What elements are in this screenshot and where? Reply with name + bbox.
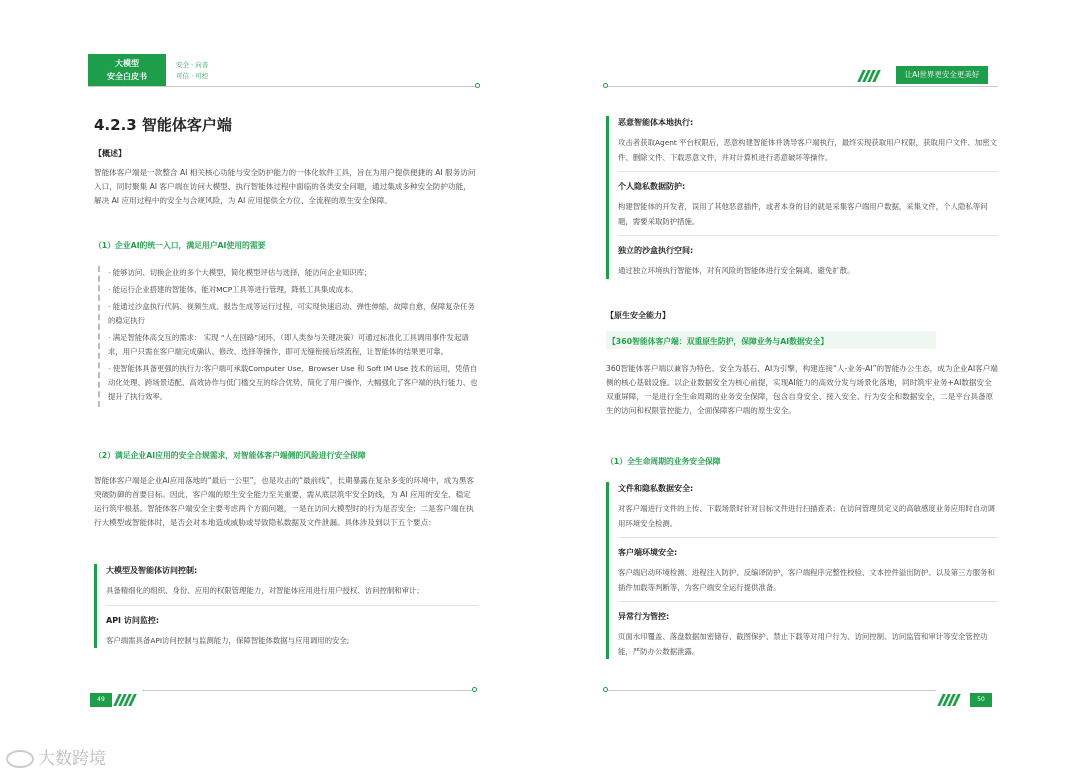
key-points-box <box>94 564 478 648</box>
header-dot <box>603 83 608 88</box>
watermark-logo <box>6 744 106 769</box>
footer-dot <box>472 687 477 692</box>
native-security-label: 【原生安全能力】 <box>606 311 670 320</box>
heading-unified-entry: （1）企业AI的统一入口，满足用户AI使用的需要 <box>94 241 266 250</box>
footer-dot <box>603 687 608 692</box>
header-stripes <box>860 70 878 82</box>
overview-label: 【概述】 <box>94 149 126 158</box>
list-item: · 能运行企业搭建的智能体，能对MCP工具等进行管理，降低工具集成成本。 <box>108 285 358 294</box>
box-divider <box>618 171 998 172</box>
box-item-body: 构建智能体的开发者，误用了其他恶意插件，或者本身的目的就是采集客户端用户数据，采集文件，个人隐私等问题，需要采取防护措施。 <box>618 202 988 226</box>
compliance-text: 智能体客户端是企业AI应用落地的“最后一公里”，也是攻击的“最前线”，长期暴露在复杂多变的环境中，成为黑客突破防御的首要目标。因此，客户端的原生安全能力至关重要，需从底层筑牢安全防线，为 AI 应用的安全、稳定运行筑牢根基。智能体客户端安全主要考虑两个方面问题，一是在访问大模型时的行为是否安全；二是客户端在执行大模型或智能体时，是否会对本地造成威胁或导致隐私数据及文件泄漏。具体涉及到以下五个要点： <box>94 476 475 527</box>
heading-compliance: （2）满足企业AI应用的安全合规需求，对智能体客户端侧的风险进行安全保障 <box>94 451 366 460</box>
box-item-title: 客户端环境安全: <box>618 548 678 557</box>
product-intro: 360智能体客户端以兼容为特色、安全为基石、AI为引擎，构建连接“人-业务-AI”的智能办公生态，成为企业AI客户端侧的核心基础设施。以企业数据安全为核心前提，实现AI能力的高效分发与场景化落地，同时筑牢业务+AI数据安全双重屏障，一是进行全生命周期的业务安全保障，包含自身安全、接入安全、行为安全和数据安全，二是平台具备原生的访问和权限管控能力，全面保障客户端的原生安全。 <box>606 364 998 415</box>
box-divider <box>618 537 998 538</box>
list-item: · 满足智能体高交互的需求： 实现 “人在回路”闭环，（即人类参与关键决策）可通过标准化工具调用事件发起请求，用户只需在客户端完成确认、修改、选择等操作，即可无缝衔接后续流程，让智能体的结果更可靠。 <box>108 333 469 356</box>
watermark-text: 大数跨境 <box>38 749 106 769</box>
box-item-title: 文件和隐私数据安全: <box>618 484 694 493</box>
list-item: · 能够访问、切换企业的多个大模型，简化模型评估与选择，能访问企业知识库； <box>108 268 372 277</box>
list-item: · 能通过沙盒执行代码、视频生成、报告生成等运行过程，可实现快速启动、弹性伸缩、故障自愈，保障复杂任务的稳定执行 <box>108 302 475 325</box>
footer-divider <box>606 690 936 691</box>
page-number-left: 49 <box>90 693 112 707</box>
box-item-title: API 访问监控: <box>106 615 160 625</box>
header-divider <box>606 86 998 87</box>
box-item-body: 具备精细化的组织、身份、应用的权限管理能力，对智能体应用进行用户授权、访问控制和审计； <box>106 586 424 595</box>
section-title: 4.2.3 智能体客户端 <box>94 116 232 134</box>
tag-line2: 可信 · 可控 <box>176 72 209 80</box>
lifecycle-box <box>606 482 998 659</box>
header-slogan: 让AI世界更安全更美好 <box>896 66 988 84</box>
page-number-right: 50 <box>970 693 992 707</box>
box-item-title: 异常行为管控: <box>618 612 670 621</box>
box-divider <box>618 601 998 602</box>
product-heading: 【360智能体客户端：双重原生防护，保障业务与AI数据安全】 <box>608 337 829 346</box>
box-item-body: 页面水印覆盖、落盘数据加密储存、截图保护、禁止下载等对用户行为、访问控制、访问监管和审计等安全管控功能，严防办公数据泄露。 <box>618 632 988 656</box>
box-divider <box>618 235 998 236</box>
capability-list <box>98 266 478 407</box>
header-divider <box>88 86 478 87</box>
box-item-title: 大模型及智能体访问控制: <box>106 566 198 575</box>
risk-points-box <box>606 116 998 279</box>
whitepaper-badge <box>88 54 166 86</box>
header-dot <box>475 83 480 88</box>
watermark-icon <box>6 750 34 768</box>
header-tags <box>176 60 208 82</box>
list-item: · 使智能体具备更强的执行力:客户端可承载Computer Use、Browser Use 和 Soft IM Use 技术的运用，凭借自动化处理、跨场景适配、高效协作与低门槛交互的综合优势，简化了用户操作，大幅强化了客户端的执行能力、也提升了执行效率。 <box>108 364 478 401</box>
box-divider <box>106 605 478 606</box>
box-item-body: 客户端需具备API访问控制与监测能力，保障智能体数据与应用调用的安全; <box>106 635 350 645</box>
box-item-body: 通过独立环境执行智能体，对有风险的智能体进行安全隔离，避免扩散。 <box>618 266 855 275</box>
right-page <box>540 0 1080 777</box>
box-item-title: 个人隐私数据防护: <box>618 182 686 191</box>
box-item-title: 独立的沙盒执行空间: <box>618 246 694 255</box>
footer-stripes <box>940 694 958 706</box>
box-item-body: 客户端启动环境检测、进程注入防护、反编译防护，客户端程序完整性校验、文本控件溢出防护、以及第三方服务和插件加载等判断等，为客户端安全运行提供准备。 <box>618 568 995 592</box>
box-item-body: 攻击者获取Agent 平台权限后，恶意构建智能体并诱导客户端执行，最终实现获取用户权限，获取用户文件、加密文件、删除文件、下载恶意文件，并对计算机进行恶意破坏等操作。 <box>618 138 997 162</box>
box-item-title: 恶意智能体本地执行: <box>618 118 694 127</box>
footer-divider <box>142 690 476 691</box>
heading-lifecycle: （1）全生命周期的业务安全保障 <box>606 457 721 466</box>
overview-text: 智能体客户端是一款整合 AI 相关核心功能与安全防护能力的一体化软件工具，旨在为用户提供便捷的 AI 服务访问入口，同时聚集 AI 客户端在访问大模型、执行智能体过程中面临的各类安全问题，通过集成多种安全防护功能，解决 AI 应用过程中的安全与合规风险，为 AI 应用提供全方位、全流程的原生安全保障。 <box>94 168 476 205</box>
tag-line1: 安全 · 向善 <box>176 61 209 69</box>
box-item-body: 对客户端进行文件的上传、下载场景时针对目标文件进行扫描查杀；在访问管理员定义的高敏感度业务应用时自动调用环境安全检测。 <box>618 504 995 528</box>
badge-line1: 大模型 <box>115 59 139 68</box>
badge-line2: 安全白皮书 <box>107 72 147 81</box>
footer-stripes <box>116 694 134 706</box>
